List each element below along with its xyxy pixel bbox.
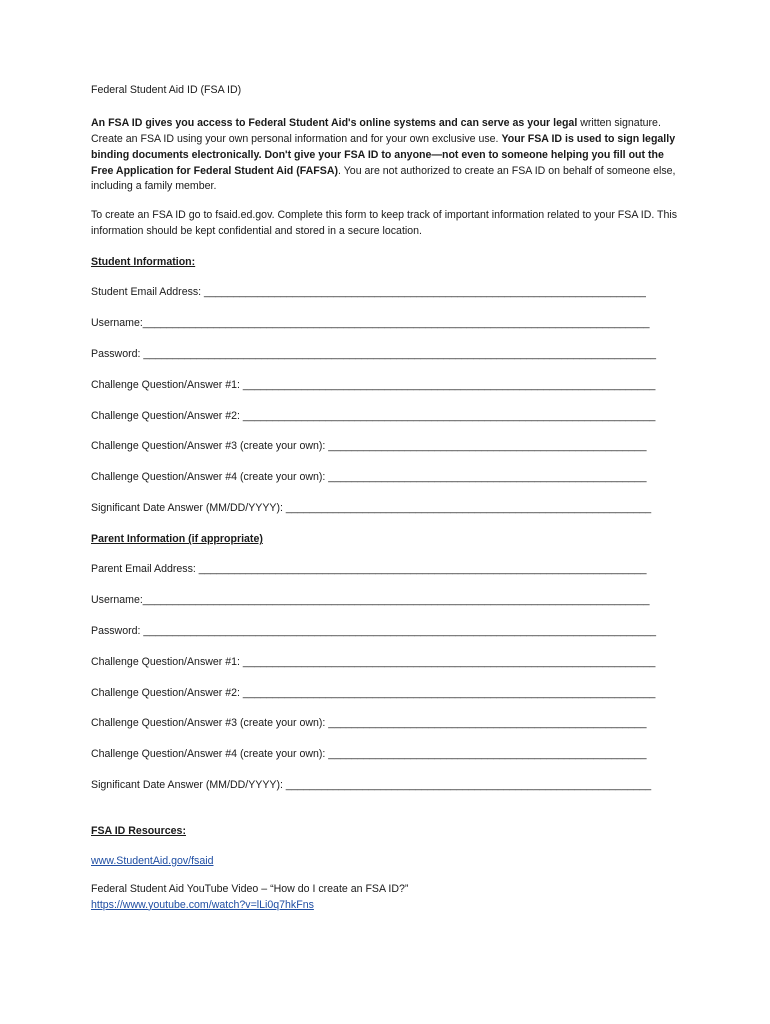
video-title: “How do I create an FSA ID?”	[270, 882, 409, 895]
intro-part-2: written signature. Create an FSA ID using your own personal information and for your own exclusive use.	[91, 116, 661, 145]
intro-part-6: . You are not authorized to create an FSA ID on behalf of someone else, including a family member.	[91, 164, 676, 193]
parent-challenge-3-field[interactable]: Challenge Question/Answer #3 (create your own): ______________________________________________________	[91, 717, 647, 730]
studentaid-fsaid-link[interactable]: www.StudentAid.gov/fsaid	[91, 855, 214, 868]
youtube-video-link[interactable]: https://www.youtube.com/watch?v=lLi0q7hkFns	[91, 898, 314, 911]
student-challenge-4-field[interactable]: Challenge Question/Answer #4 (create your own): ______________________________________________________	[91, 471, 647, 484]
parent-challenge-1-field[interactable]: Challenge Question/Answer #1: ______________________________________________________________________	[91, 655, 656, 668]
video-label: Federal Student Aid YouTube Video –	[91, 882, 271, 895]
student-significant-date-field[interactable]: Significant Date Answer (MM/DD/YYYY): ______________________________________________________________	[91, 502, 652, 515]
parent-email-field[interactable]: Parent Email Address: ____________________________________________________________________________	[91, 563, 647, 576]
video-resource	[91, 882, 685, 914]
intro-part-1: An FSA ID gives you access to Federal Student Aid's online systems and can serve as your legal	[91, 116, 578, 129]
how-to-paragraph: To create an FSA ID go to fsaid.ed.gov. Complete this form to keep track of important information related to your FSA ID. This information should be kept confidential and stored in a secure location.	[91, 209, 678, 238]
document-content	[91, 83, 685, 914]
student-challenge-1-field[interactable]: Challenge Question/Answer #1: ______________________________________________________________________	[91, 378, 656, 391]
video-url-row	[91, 898, 685, 914]
resources-heading: FSA ID Resources:	[91, 825, 186, 838]
student-password-field[interactable]: Password: _______________________________________________________________________________________	[91, 347, 656, 360]
student-challenge-3-field[interactable]: Challenge Question/Answer #3 (create your own): ______________________________________________________	[91, 440, 647, 453]
parent-challenge-2-field[interactable]: Challenge Question/Answer #2: ______________________________________________________________________	[91, 686, 656, 699]
intro-part-3: Your FSA ID is used to sign legally binding documents electronically.	[91, 132, 676, 161]
parent-password-field[interactable]: Password: _______________________________________________________________________________________	[91, 624, 656, 637]
student-section-heading: Student Information:	[91, 256, 196, 269]
parent-username-field[interactable]: Username:______________________________________________________________________________________	[91, 593, 650, 606]
parent-section-heading: Parent Information (if appropriate)	[91, 533, 263, 546]
student-challenge-2-field[interactable]: Challenge Question/Answer #2: ______________________________________________________________________	[91, 409, 656, 422]
intro-warning: Don't give your FSA ID to anyone—not even to someone helping you fill out the Free Application for Federal Student Aid (FAFSA)	[91, 148, 664, 177]
resources-link-row	[91, 854, 685, 870]
document-title: Federal Student Aid ID (FSA ID)	[91, 84, 242, 96]
intro-paragraph	[91, 116, 685, 195]
video-label-row	[91, 882, 685, 898]
parent-significant-date-field[interactable]: Significant Date Answer (MM/DD/YYYY): ______________________________________________________________	[91, 779, 652, 792]
student-username-field[interactable]: Username:______________________________________________________________________________________	[91, 316, 650, 329]
parent-challenge-4-field[interactable]: Challenge Question/Answer #4 (create your own): ______________________________________________________	[91, 748, 647, 761]
student-email-field[interactable]: Student Email Address: ___________________________________________________________________________	[91, 286, 646, 299]
